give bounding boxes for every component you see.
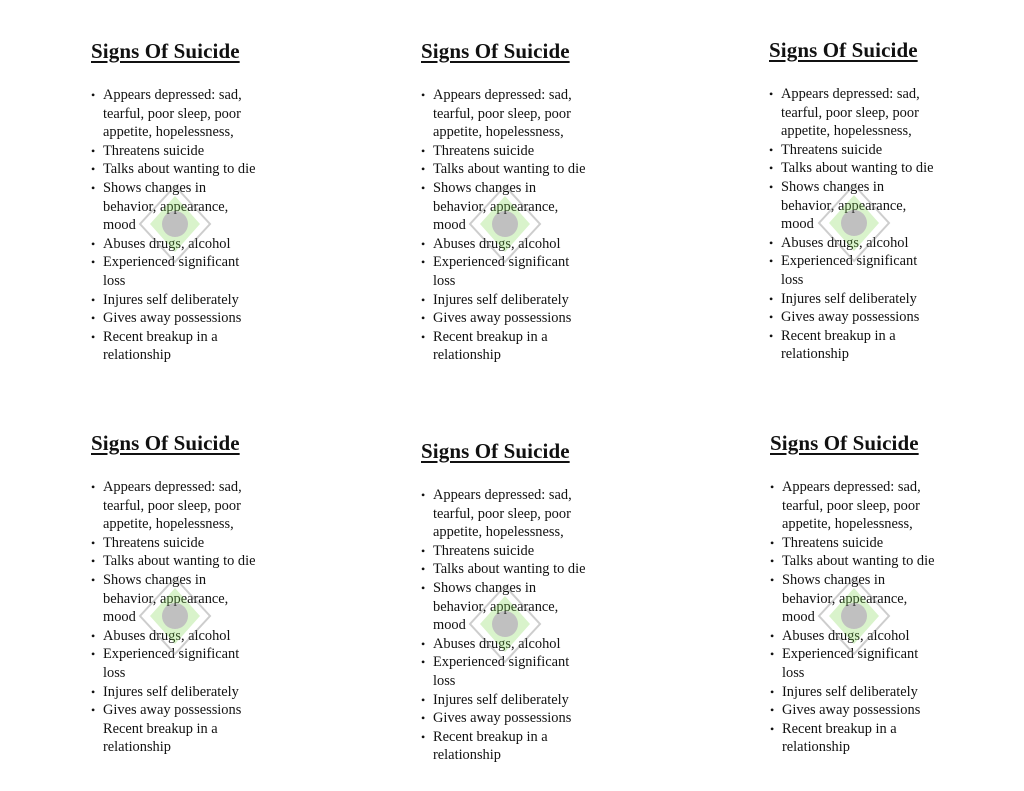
sign-item: • Recent breakup in a xyxy=(421,728,661,747)
sign-item: • Talks about wanting to die xyxy=(91,552,331,571)
sign-item-continuation: behavior, appearance, xyxy=(433,198,559,215)
sign-item: • Gives away possessions xyxy=(770,701,1010,720)
sign-item: • Injures self deliberately xyxy=(91,291,331,310)
sign-item: • Talks about wanting to die xyxy=(769,159,1009,178)
card-title: Signs Of Suicide xyxy=(769,38,918,62)
sign-item: • Talks about wanting to die xyxy=(421,160,661,179)
sign-item: • Threatens suicide xyxy=(91,534,331,553)
card-title: Signs Of Suicide xyxy=(91,39,240,63)
sign-item: • Experienced significant xyxy=(91,253,331,272)
sign-item-continuation: appetite, hopelessness, xyxy=(433,124,564,141)
sign-item: • Experienced significant xyxy=(769,252,1009,271)
sign-item-continuation: relationship xyxy=(103,739,171,756)
sign-item: • Gives away possessions xyxy=(421,709,661,728)
sign-item: • Shows changes in xyxy=(91,179,331,198)
sign-item-continuation: behavior, appearance, xyxy=(103,198,229,215)
sign-item: • Injures self deliberately xyxy=(769,290,1009,309)
sign-item-continuation: loss xyxy=(781,271,804,288)
sign-item-continuation: relationship xyxy=(781,346,849,363)
sign-item: • Appears depressed: sad, xyxy=(91,86,331,105)
card-3 xyxy=(769,37,1009,364)
sign-item-continuation: relationship xyxy=(103,347,171,364)
sign-item: • Abuses drugs, alcohol xyxy=(91,235,331,254)
sign-item: • Abuses drugs, alcohol xyxy=(421,635,661,654)
sign-item-continuation: relationship xyxy=(433,347,501,364)
sign-item: • Talks about wanting to die xyxy=(91,160,331,179)
card-title: Signs Of Suicide xyxy=(421,39,570,63)
signs-list xyxy=(91,478,331,757)
sign-item: • Shows changes in xyxy=(421,579,661,598)
sign-item: • Gives away possessions xyxy=(91,701,331,720)
card-5 xyxy=(421,438,661,765)
sign-item-continuation: tearful, poor sleep, poor xyxy=(782,497,920,514)
sign-item: • Injures self deliberately xyxy=(421,291,661,310)
sign-item: • Shows changes in xyxy=(91,571,331,590)
sign-item: • Experienced significant xyxy=(421,253,661,272)
sign-item: • Talks about wanting to die xyxy=(770,552,1010,571)
sign-item: • Abuses drugs, alcohol xyxy=(770,627,1010,646)
sign-item: • Abuses drugs, alcohol xyxy=(769,234,1009,253)
sign-item-continuation: mood xyxy=(433,617,466,634)
sign-item-continuation: loss xyxy=(103,664,126,681)
card-title: Signs Of Suicide xyxy=(91,431,240,455)
sign-item-continuation: appetite, hopelessness, xyxy=(103,516,234,533)
signs-list xyxy=(769,85,1009,364)
sign-item-continuation: appetite, hopelessness, xyxy=(781,123,912,140)
sign-item: • Threatens suicide xyxy=(770,534,1010,553)
sign-item: • Injures self deliberately xyxy=(421,691,661,710)
sign-item: • Shows changes in xyxy=(770,571,1010,590)
signs-list xyxy=(770,478,1010,757)
signs-list xyxy=(421,86,661,365)
sign-item: • Appears depressed: sad, xyxy=(770,478,1010,497)
sign-item: • Appears depressed: sad, xyxy=(769,85,1009,104)
sign-item-continuation: mood xyxy=(103,217,136,234)
sign-item-continuation: mood xyxy=(781,216,814,233)
sign-item: Recent breakup in a xyxy=(103,720,218,737)
sign-item: • Threatens suicide xyxy=(91,142,331,161)
card-title: Signs Of Suicide xyxy=(421,439,570,463)
sign-item: • Injures self deliberately xyxy=(770,683,1010,702)
sign-item: • Recent breakup in a xyxy=(769,327,1009,346)
sign-item: • Experienced significant xyxy=(770,645,1010,664)
sign-item: • Appears depressed: sad, xyxy=(421,86,661,105)
sign-item-continuation: appetite, hopelessness, xyxy=(433,524,564,541)
sign-item: • Gives away possessions xyxy=(421,309,661,328)
sign-item-continuation: appetite, hopelessness, xyxy=(103,124,234,141)
sign-item-continuation: loss xyxy=(433,272,456,289)
sign-item: • Experienced significant xyxy=(91,645,331,664)
sign-item-continuation: behavior, appearance, xyxy=(433,598,559,615)
sign-item: • Threatens suicide xyxy=(769,141,1009,160)
sign-item: • Gives away possessions xyxy=(91,309,331,328)
sign-item-continuation: tearful, poor sleep, poor xyxy=(433,105,571,122)
sign-item: • Recent breakup in a xyxy=(91,328,331,347)
sign-item-continuation: mood xyxy=(433,217,466,234)
sign-item: • Experienced significant xyxy=(421,653,661,672)
card-1 xyxy=(91,38,331,365)
sign-item: • Injures self deliberately xyxy=(91,683,331,702)
sign-item: • Recent breakup in a xyxy=(421,328,661,347)
sign-item: • Talks about wanting to die xyxy=(421,560,661,579)
sign-item: • Appears depressed: sad, xyxy=(91,478,331,497)
sign-item: • Appears depressed: sad, xyxy=(421,486,661,505)
sign-item-continuation: mood xyxy=(103,609,136,626)
sign-item-continuation: loss xyxy=(103,272,126,289)
sign-item-continuation: behavior, appearance, xyxy=(782,590,908,607)
sign-item-continuation: tearful, poor sleep, poor xyxy=(781,104,919,121)
card-title: Signs Of Suicide xyxy=(770,431,919,455)
sign-item-continuation: loss xyxy=(782,664,805,681)
signs-list xyxy=(91,86,331,365)
sign-item: • Abuses drugs, alcohol xyxy=(421,235,661,254)
sign-item: • Abuses drugs, alcohol xyxy=(91,627,331,646)
sign-item: • Threatens suicide xyxy=(421,142,661,161)
sign-item: • Shows changes in xyxy=(769,178,1009,197)
sign-item-continuation: loss xyxy=(433,672,456,689)
sign-item-continuation: relationship xyxy=(782,739,850,756)
sign-item: • Shows changes in xyxy=(421,179,661,198)
sign-item: • Gives away possessions xyxy=(769,308,1009,327)
sign-item-continuation: mood xyxy=(782,609,815,626)
sign-item-continuation: appetite, hopelessness, xyxy=(782,516,913,533)
sign-item-continuation: tearful, poor sleep, poor xyxy=(433,505,571,522)
sign-item-continuation: tearful, poor sleep, poor xyxy=(103,497,241,514)
card-2 xyxy=(421,38,661,365)
sign-item-continuation: behavior, appearance, xyxy=(103,590,229,607)
card-6 xyxy=(770,430,1010,757)
sign-item: • Recent breakup in a xyxy=(770,720,1010,739)
sign-item-continuation: behavior, appearance, xyxy=(781,197,907,214)
sign-item: • Threatens suicide xyxy=(421,542,661,561)
sign-item-continuation: tearful, poor sleep, poor xyxy=(103,105,241,122)
sign-item-continuation: relationship xyxy=(433,747,501,764)
signs-list xyxy=(421,486,661,765)
card-4 xyxy=(91,430,331,757)
